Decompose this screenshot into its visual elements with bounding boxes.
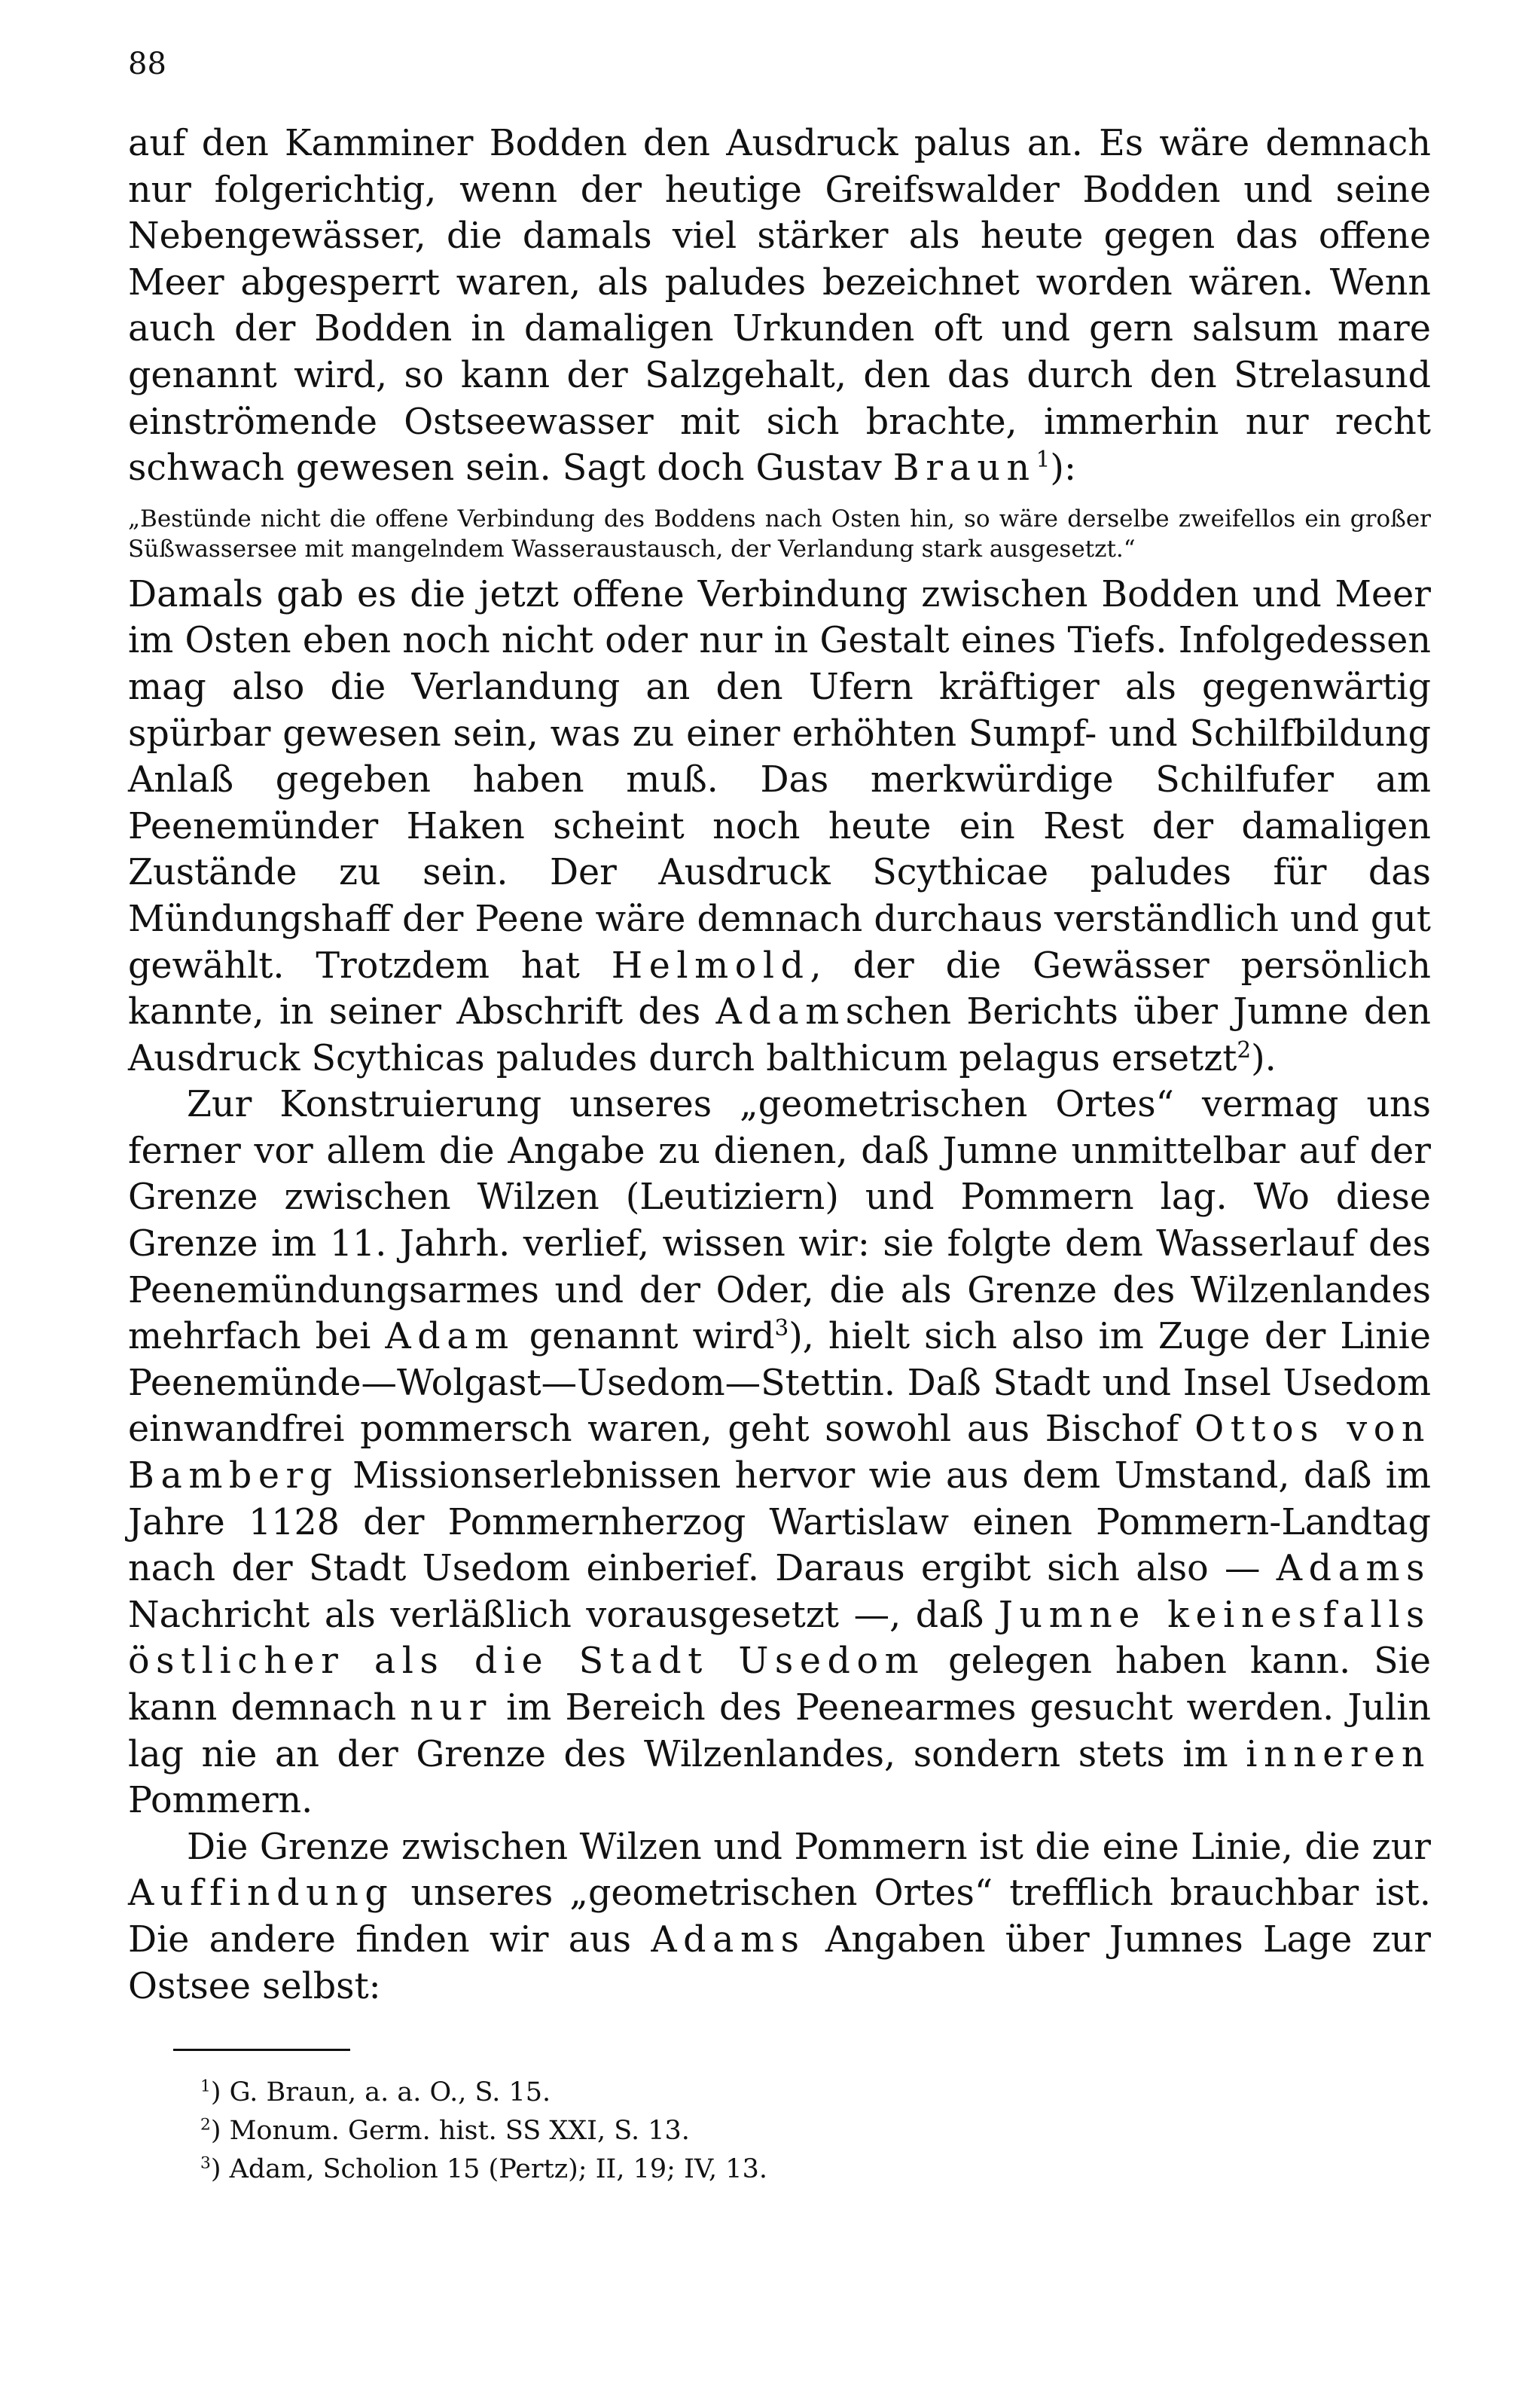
text-run: gelegen haben kann. Sie kann demnach	[128, 1640, 1431, 1729]
text-run: Nachricht als verläßlich vorausgesetzt —, daß	[128, 1594, 984, 1636]
text-run: ).	[1251, 1037, 1277, 1079]
footnote-mark: 1	[200, 2077, 211, 2096]
text-run: Zur Konstruierung unseres „geometrischen Ortes“ vermag uns ferner vor allem die Angabe zu dienen, daß Jumne unmittelbar auf der Grenze zwischen Wilzen (Leutiziern) und Pommern lag. Wo diese Grenze im 11. Jahrh. verlief, wissen wir: sie folgte dem Wasserlauf des Peenemündungsarmes und der Oder, die als Grenze des Wilzenlandes mehrfach bei	[128, 1084, 1431, 1358]
footnote-ref: 1	[1036, 447, 1051, 473]
text-run: auf den Kamminer Bodden den Ausdruck palus an. Es wäre demnach nur folgerichtig, wenn der heutige Greifswalder Bodden und seine Nebengewässer, die damals viel stärker als heute gegen das offene Meer abgesperrt waren, als paludes bezeichnet worden wären. Wenn auch der Bodden in damaligen Urkunden oft und gern salsum mare genannt wird, so kann der Salzgehalt, den das durch den Strelasund einströmende Ostseewasser mit sich brachte, immerhin nur recht schwach gewesen sein. Sagt doch Gustav	[128, 123, 1431, 490]
footnote-2: $^2$) Monum. Germ. hist. SS XXI, S. 13.	[200, 2115, 690, 2147]
text-run: Missionserlebnissen hervor wie aus dem Umstand, daß im Jahre 1128 der Pommernherzog Wartislaw einen Pommern-Landtag nach der Stadt Usedom einberief. Daraus ergibt sich also —	[128, 1455, 1431, 1590]
text-run: genannt wird	[529, 1316, 775, 1358]
footnote-text: Monum. Germ. hist. SS XXI, S. 13.	[229, 2116, 690, 2147]
text-run: Angaben über Jumnes Lage zur Ostsee selbst:	[128, 1918, 1431, 2007]
footnotes	[200, 2074, 1431, 2189]
text-run: Die Grenze zwischen Wilzen und Pommern ist die eine Linie, die zur	[187, 1826, 1431, 1868]
footnote-ref: 3	[774, 1315, 789, 1341]
paragraph-1	[128, 121, 1431, 492]
text-run: Damals gab es die jetzt offene Verbindung zwischen Bodden und Meer im Osten eben noch nicht oder nur in Gestalt eines Tiefs. Infolgedessen mag also die Verlandung an den Ufern kräftiger als gegenwärtig spürbar gewesen sein, was zu einer erhöhten Sumpf- und Schilfbildung Anlaß gegeben haben muß. Das merkwürdige Schilfufer am Peenemünder Haken scheint noch heute ein Rest der damaligen Zustände zu sein. Der Ausdruck Scythicae paludes für das Mündungshaff der Peene wäre demnach durchaus verständlich und gut gewählt. Trotzdem hat	[128, 573, 1431, 987]
footnote-text: Adam, Scholion 15 (Pertz); II, 19; IV, 13.	[229, 2154, 767, 2185]
emphasis: inneren	[1246, 1733, 1431, 1775]
emphasis: Jumne keinesfalls östlicher als die Stadt Usedom	[128, 1594, 1431, 1683]
paragraph-3	[128, 1082, 1431, 1824]
footnote-divider	[173, 2049, 350, 2051]
text-run: Pommern.	[128, 1780, 313, 1822]
author-name: Adams	[1276, 1548, 1431, 1590]
text-run: , der die Gewässer persönlich kannte, in seiner Abschrift des	[128, 945, 1431, 1033]
footnote-3: $^3$) Adam, Scholion 15 (Pertz); II, 19; IV, 13.	[200, 2153, 767, 2185]
page-number: 88	[128, 47, 166, 81]
author-name: Adams	[651, 1918, 806, 1961]
author-name: Braun	[892, 447, 1036, 490]
paragraph-2	[128, 572, 1431, 1082]
footnote-1: $^1$) G. Braun, a. a. O., S. 15.	[200, 2077, 551, 2108]
footnote-mark: 3	[200, 2153, 211, 2173]
paragraph-4	[128, 1824, 1431, 2010]
emphasis: nur	[410, 1687, 493, 1729]
author-name: Helmold	[611, 945, 810, 987]
text-run: unseres „geometrischen Ortes“ trefflich brauchbar ist. Die andere finden wir aus	[128, 1872, 1431, 1961]
text-run: ), hielt sich also im Zuge der Linie Peenemünde—Wolgast—Usedom—Stettin. Daß Stadt und Insel Usedom einwandfrei pommersch waren, geht sowohl aus Bischof	[128, 1316, 1431, 1451]
text-run: schen Berichts über Jumne den Ausdruck Scythicas paludes durch balthicum pelagus ersetzt	[128, 991, 1431, 1079]
footnote-text: G. Braun, a. a. O., S. 15.	[229, 2077, 551, 2108]
author-name: Ottos von Bamberg	[128, 1408, 1431, 1497]
footnote-mark: 2	[200, 2115, 211, 2135]
footnote-ref: 2	[1237, 1036, 1252, 1063]
emphasis: Auffindung	[128, 1872, 395, 1915]
text-run: ):	[1050, 447, 1076, 490]
block-quote: „Bestünde nicht die offene Verbindung des Boddens nach Osten hin, so wäre derselbe zweifellos ein großer Süßwassersee mit mangelndem Wasseraustausch, der Verlandung stark ausgesetzt.“	[128, 505, 1431, 563]
body-text	[128, 121, 1431, 2010]
text-run: im Bereich des Peenearmes gesucht werden. Julin lag nie an der Grenze des Wilzenlandes, sondern stets im	[128, 1687, 1431, 1775]
author-name: Adam	[385, 1316, 515, 1358]
document-page	[128, 45, 1431, 2189]
author-name: Adam	[715, 991, 846, 1033]
